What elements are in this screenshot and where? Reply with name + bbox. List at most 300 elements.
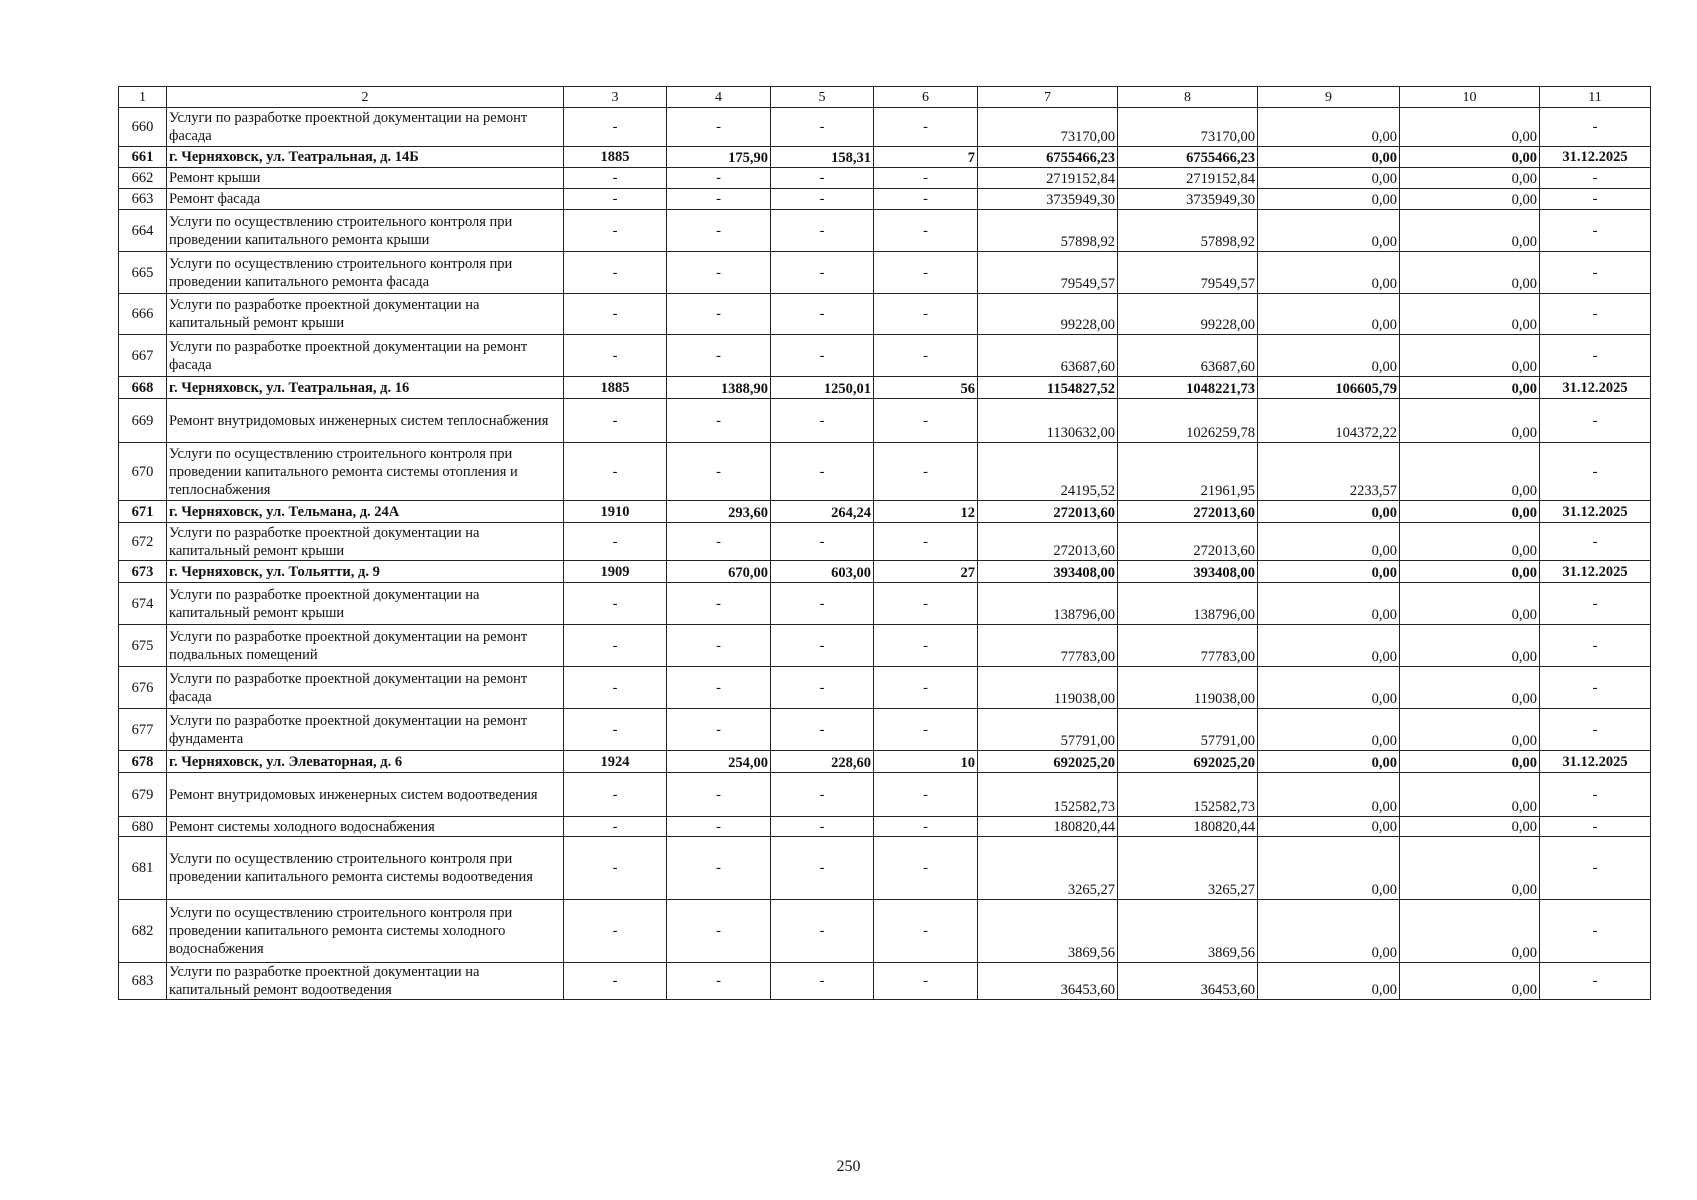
table-row [119,773,1651,817]
cell-cost-owners: 0,00 [1258,252,1400,294]
table-row [119,252,1651,294]
cell-area-total: - [667,252,771,294]
cell-residents: - [874,294,978,335]
row-number: 674 [119,583,167,625]
cell-year: - [564,108,667,147]
cell-cost-other: 0,00 [1400,751,1540,773]
cell-area-living: 603,00 [771,561,874,583]
row-name: г. Черняховск, ул. Тольятти, д. 9 [167,561,564,583]
cell-cost-total: 3869,56 [978,900,1118,963]
row-name: Услуги по разработке проектной документации на ремонт фасада [167,335,564,377]
table-row [119,963,1651,1000]
cell-area-total: - [667,443,771,501]
cell-cost-total: 692025,20 [978,751,1118,773]
row-name: Ремонт внутридомовых инженерных систем водоотведения [167,773,564,817]
cell-cost-fund: 73170,00 [1118,108,1258,147]
table-row [119,210,1651,252]
row-number: 666 [119,294,167,335]
cell-area-total: 1388,90 [667,377,771,399]
cell-area-living: 158,31 [771,147,874,168]
row-number: 673 [119,561,167,583]
page-number: 250 [836,1158,861,1175]
cell-cost-fund: 2719152,84 [1118,168,1258,189]
column-header: 7 [978,87,1118,108]
row-name: г. Черняховск, ул. Тельмана, д. 24А [167,501,564,523]
cell-area-total: - [667,667,771,709]
cell-cost-total: 36453,60 [978,963,1118,1000]
cell-cost-other: 0,00 [1400,443,1540,501]
row-number: 665 [119,252,167,294]
cell-cost-total: 79549,57 [978,252,1118,294]
table-row [119,501,1651,523]
cell-area-total: - [667,335,771,377]
cell-area-total: - [667,709,771,751]
cell-cost-fund: 1026259,78 [1118,399,1258,443]
cell-cost-total: 180820,44 [978,817,1118,837]
cell-year: - [564,709,667,751]
cell-residents: - [874,817,978,837]
cell-residents: 56 [874,377,978,399]
cell-cost-fund: 3869,56 [1118,900,1258,963]
cell-residents: - [874,108,978,147]
cell-residents: - [874,709,978,751]
cell-deadline: - [1540,667,1651,709]
cell-deadline: - [1540,443,1651,501]
cell-cost-other: 0,00 [1400,900,1540,963]
cell-residents: 7 [874,147,978,168]
cell-cost-other: 0,00 [1400,210,1540,252]
table-row [119,443,1651,501]
repair-table [118,86,1651,1000]
document-sheet [118,86,1650,1000]
cell-deadline: 31.12.2025 [1540,377,1651,399]
cell-year: - [564,837,667,900]
cell-area-total: - [667,963,771,1000]
cell-deadline: - [1540,252,1651,294]
cell-cost-other: 0,00 [1400,963,1540,1000]
cell-area-total: - [667,189,771,210]
table-row [119,377,1651,399]
cell-cost-total: 272013,60 [978,523,1118,561]
table-row [119,709,1651,751]
column-header: 5 [771,87,874,108]
cell-year: 1910 [564,501,667,523]
cell-area-living: - [771,817,874,837]
cell-cost-total: 138796,00 [978,583,1118,625]
cell-area-total: - [667,523,771,561]
cell-cost-fund: 79549,57 [1118,252,1258,294]
cell-cost-owners: 0,00 [1258,294,1400,335]
cell-cost-owners: 0,00 [1258,625,1400,667]
table-row [119,561,1651,583]
row-name: Услуги по разработке проектной документации на капитальный ремонт крыши [167,294,564,335]
row-name: Услуги по осуществлению строительного контроля при проведении капитального ремонта системы водоотведения [167,837,564,900]
cell-area-living: 264,24 [771,501,874,523]
row-number: 669 [119,399,167,443]
table-row [119,294,1651,335]
cell-cost-other: 0,00 [1400,501,1540,523]
row-name: Услуги по разработке проектной документации на ремонт фасада [167,108,564,147]
row-name: Услуги по осуществлению строительного контроля при проведении капитального ремонта крыши [167,210,564,252]
cell-year: 1924 [564,751,667,773]
cell-cost-total: 6755466,23 [978,147,1118,168]
cell-cost-fund: 1048221,73 [1118,377,1258,399]
row-name: г. Черняховск, ул. Театральная, д. 14Б [167,147,564,168]
cell-cost-fund: 152582,73 [1118,773,1258,817]
cell-cost-other: 0,00 [1400,709,1540,751]
cell-year: - [564,963,667,1000]
cell-cost-fund: 21961,95 [1118,443,1258,501]
cell-residents: - [874,443,978,501]
cell-area-living: - [771,583,874,625]
row-number: 663 [119,189,167,210]
cell-cost-other: 0,00 [1400,189,1540,210]
cell-cost-fund: 57898,92 [1118,210,1258,252]
row-number: 670 [119,443,167,501]
cell-residents: 12 [874,501,978,523]
cell-year: - [564,900,667,963]
row-number: 668 [119,377,167,399]
cell-residents: - [874,399,978,443]
row-name: Услуги по осуществлению строительного контроля при проведении капитального ремонта фасада [167,252,564,294]
column-header: 1 [119,87,167,108]
row-number: 672 [119,523,167,561]
cell-cost-owners: 0,00 [1258,189,1400,210]
cell-cost-fund: 272013,60 [1118,523,1258,561]
table-row [119,399,1651,443]
cell-cost-owners: 0,00 [1258,147,1400,168]
cell-residents: - [874,963,978,1000]
column-header: 8 [1118,87,1258,108]
cell-deadline: 31.12.2025 [1540,751,1651,773]
cell-cost-total: 73170,00 [978,108,1118,147]
cell-cost-owners: 0,00 [1258,583,1400,625]
cell-area-living: - [771,252,874,294]
table-row [119,817,1651,837]
cell-cost-owners: 0,00 [1258,501,1400,523]
table-row [119,583,1651,625]
row-number: 677 [119,709,167,751]
table-row [119,667,1651,709]
cell-deadline: - [1540,817,1651,837]
cell-area-living: - [771,900,874,963]
cell-area-total: 175,90 [667,147,771,168]
cell-area-living: - [771,709,874,751]
row-number: 664 [119,210,167,252]
row-name: г. Черняховск, ул. Театральная, д. 16 [167,377,564,399]
cell-year: 1909 [564,561,667,583]
cell-cost-owners: 0,00 [1258,900,1400,963]
table-row [119,147,1651,168]
cell-cost-owners: 0,00 [1258,837,1400,900]
cell-area-total: - [667,294,771,335]
cell-cost-fund: 180820,44 [1118,817,1258,837]
cell-cost-total: 99228,00 [978,294,1118,335]
cell-residents: - [874,335,978,377]
cell-cost-fund: 138796,00 [1118,583,1258,625]
cell-cost-other: 0,00 [1400,399,1540,443]
cell-area-living: - [771,294,874,335]
cell-cost-owners: 0,00 [1258,210,1400,252]
row-name: Услуги по осуществлению строительного контроля при проведении капитального ремонта системы отопления и теплоснабжения [167,443,564,501]
row-number: 667 [119,335,167,377]
cell-area-living: - [771,963,874,1000]
table-row [119,168,1651,189]
row-name: Ремонт крыши [167,168,564,189]
cell-deadline: - [1540,900,1651,963]
cell-deadline: - [1540,773,1651,817]
cell-cost-other: 0,00 [1400,147,1540,168]
cell-area-living: - [771,335,874,377]
cell-year: - [564,443,667,501]
cell-cost-total: 1154827,52 [978,377,1118,399]
cell-cost-fund: 6755466,23 [1118,147,1258,168]
cell-residents: - [874,900,978,963]
cell-residents: - [874,583,978,625]
cell-cost-owners: 0,00 [1258,751,1400,773]
cell-area-living: - [771,168,874,189]
cell-year: - [564,168,667,189]
cell-deadline: - [1540,709,1651,751]
cell-year: - [564,773,667,817]
cell-area-living: - [771,773,874,817]
cell-cost-other: 0,00 [1400,667,1540,709]
cell-residents: - [874,252,978,294]
cell-cost-total: 393408,00 [978,561,1118,583]
cell-cost-total: 57791,00 [978,709,1118,751]
table-row [119,335,1651,377]
cell-area-total: - [667,625,771,667]
cell-cost-other: 0,00 [1400,523,1540,561]
cell-year: 1885 [564,147,667,168]
cell-deadline: - [1540,583,1651,625]
row-number: 683 [119,963,167,1000]
cell-deadline: - [1540,335,1651,377]
cell-cost-owners: 0,00 [1258,523,1400,561]
cell-year: - [564,625,667,667]
cell-area-total: - [667,108,771,147]
cell-area-total: - [667,168,771,189]
cell-cost-other: 0,00 [1400,561,1540,583]
cell-area-living: - [771,210,874,252]
cell-cost-other: 0,00 [1400,817,1540,837]
cell-area-total: - [667,399,771,443]
cell-cost-total: 57898,92 [978,210,1118,252]
cell-cost-owners: 0,00 [1258,335,1400,377]
cell-deadline: - [1540,294,1651,335]
cell-area-living: - [771,837,874,900]
cell-deadline: - [1540,837,1651,900]
column-header: 6 [874,87,978,108]
cell-area-total: 254,00 [667,751,771,773]
cell-area-living: - [771,108,874,147]
cell-residents: - [874,773,978,817]
cell-cost-total: 3735949,30 [978,189,1118,210]
cell-year: - [564,210,667,252]
cell-area-living: 228,60 [771,751,874,773]
cell-year: - [564,294,667,335]
cell-cost-other: 0,00 [1400,252,1540,294]
cell-cost-other: 0,00 [1400,837,1540,900]
table-row [119,523,1651,561]
row-number: 678 [119,751,167,773]
cell-deadline: 31.12.2025 [1540,561,1651,583]
table-row [119,189,1651,210]
cell-cost-other: 0,00 [1400,168,1540,189]
cell-area-total: 293,60 [667,501,771,523]
cell-residents: - [874,667,978,709]
cell-residents: - [874,189,978,210]
cell-cost-other: 0,00 [1400,377,1540,399]
cell-cost-other: 0,00 [1400,108,1540,147]
cell-area-living: - [771,399,874,443]
cell-cost-total: 2719152,84 [978,168,1118,189]
cell-cost-other: 0,00 [1400,335,1540,377]
cell-cost-owners: 0,00 [1258,773,1400,817]
column-header: 2 [167,87,564,108]
cell-cost-fund: 63687,60 [1118,335,1258,377]
cell-cost-owners: 104372,22 [1258,399,1400,443]
cell-cost-fund: 99228,00 [1118,294,1258,335]
table-row [119,837,1651,900]
cell-area-living: 1250,01 [771,377,874,399]
cell-cost-total: 1130632,00 [978,399,1118,443]
cell-residents: - [874,625,978,667]
cell-area-living: - [771,667,874,709]
cell-cost-total: 77783,00 [978,625,1118,667]
cell-cost-fund: 393408,00 [1118,561,1258,583]
cell-year: - [564,335,667,377]
row-number: 671 [119,501,167,523]
cell-area-living: - [771,625,874,667]
cell-cost-fund: 36453,60 [1118,963,1258,1000]
row-name: Ремонт внутридомовых инженерных систем теплоснабжения [167,399,564,443]
cell-area-living: - [771,443,874,501]
table-row [119,751,1651,773]
table-row [119,625,1651,667]
cell-cost-owners: 0,00 [1258,168,1400,189]
cell-cost-fund: 119038,00 [1118,667,1258,709]
row-name: г. Черняховск, ул. Элеваторная, д. 6 [167,751,564,773]
cell-deadline: - [1540,399,1651,443]
row-name: Услуги по разработке проектной документации на капитальный ремонт крыши [167,583,564,625]
cell-year: - [564,583,667,625]
cell-cost-owners: 0,00 [1258,108,1400,147]
cell-cost-total: 152582,73 [978,773,1118,817]
cell-area-living: - [771,189,874,210]
cell-cost-owners: 106605,79 [1258,377,1400,399]
cell-year: - [564,667,667,709]
cell-year: - [564,252,667,294]
row-name: Услуги по осуществлению строительного контроля при проведении капитального ремонта системы холодного водоснабжения [167,900,564,963]
cell-area-total: - [667,900,771,963]
row-number: 661 [119,147,167,168]
cell-deadline: - [1540,523,1651,561]
cell-cost-owners: 0,00 [1258,561,1400,583]
cell-cost-fund: 77783,00 [1118,625,1258,667]
cell-area-total: - [667,773,771,817]
row-number: 680 [119,817,167,837]
cell-cost-owners: 0,00 [1258,709,1400,751]
cell-deadline: - [1540,625,1651,667]
column-header: 9 [1258,87,1400,108]
cell-cost-other: 0,00 [1400,773,1540,817]
row-number: 662 [119,168,167,189]
cell-residents: - [874,168,978,189]
table-row [119,900,1651,963]
cell-area-total: - [667,817,771,837]
row-number: 660 [119,108,167,147]
cell-deadline: - [1540,168,1651,189]
cell-year: - [564,189,667,210]
cell-cost-other: 0,00 [1400,294,1540,335]
cell-cost-total: 3265,27 [978,837,1118,900]
row-number: 681 [119,837,167,900]
cell-residents: 10 [874,751,978,773]
cell-cost-owners: 0,00 [1258,963,1400,1000]
row-name: Услуги по разработке проектной документации на ремонт подвальных помещений [167,625,564,667]
cell-year: - [564,817,667,837]
cell-cost-total: 24195,52 [978,443,1118,501]
cell-deadline: - [1540,108,1651,147]
cell-cost-fund: 692025,20 [1118,751,1258,773]
row-name: Услуги по разработке проектной документации на ремонт фасада [167,667,564,709]
cell-deadline: - [1540,963,1651,1000]
cell-cost-total: 119038,00 [978,667,1118,709]
column-header: 4 [667,87,771,108]
cell-deadline: 31.12.2025 [1540,501,1651,523]
cell-year: - [564,523,667,561]
cell-area-total: 670,00 [667,561,771,583]
cell-cost-fund: 272013,60 [1118,501,1258,523]
cell-cost-owners: 2233,57 [1258,443,1400,501]
row-number: 676 [119,667,167,709]
column-number-row [119,87,1651,108]
cell-area-total: - [667,210,771,252]
cell-residents: - [874,837,978,900]
cell-residents: - [874,210,978,252]
row-number: 675 [119,625,167,667]
cell-deadline: - [1540,189,1651,210]
cell-residents: 27 [874,561,978,583]
cell-cost-total: 272013,60 [978,501,1118,523]
column-header: 11 [1540,87,1651,108]
cell-year: - [564,399,667,443]
column-header: 10 [1400,87,1540,108]
table-row [119,108,1651,147]
cell-cost-total: 63687,60 [978,335,1118,377]
cell-year: 1885 [564,377,667,399]
cell-area-living: - [771,523,874,561]
cell-deadline: 31.12.2025 [1540,147,1651,168]
cell-deadline: - [1540,210,1651,252]
table-body [119,87,1651,1000]
cell-cost-other: 0,00 [1400,583,1540,625]
cell-cost-other: 0,00 [1400,625,1540,667]
row-name: Услуги по разработке проектной документации на капитальный ремонт крыши [167,523,564,561]
column-header: 3 [564,87,667,108]
row-number: 679 [119,773,167,817]
row-name: Ремонт фасада [167,189,564,210]
cell-area-total: - [667,583,771,625]
row-name: Услуги по разработке проектной документации на ремонт фундамента [167,709,564,751]
row-number: 682 [119,900,167,963]
cell-residents: - [874,523,978,561]
cell-cost-fund: 3265,27 [1118,837,1258,900]
cell-cost-fund: 57791,00 [1118,709,1258,751]
row-name: Ремонт системы холодного водоснабжения [167,817,564,837]
cell-cost-owners: 0,00 [1258,667,1400,709]
